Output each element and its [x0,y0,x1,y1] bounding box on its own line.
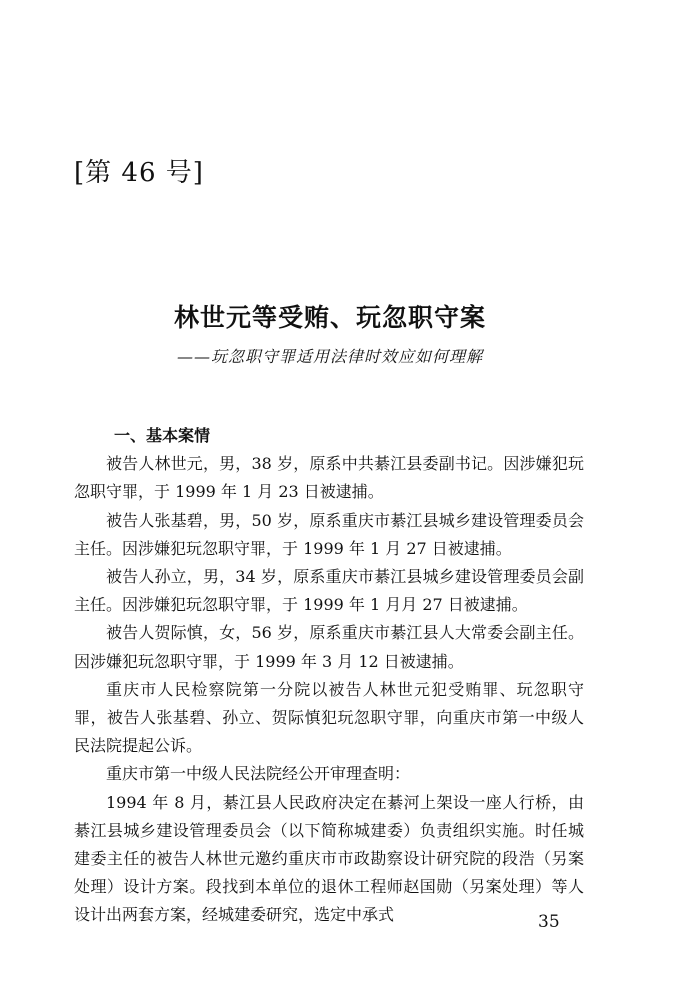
paragraph-defendant-lin: 被告人林世元，男，38 岁，原系中共綦江县委副书记。因涉嫌犯玩忽职守罪，于 1999 年 1 月 23 日被逮捕。 [74,454,584,502]
paragraph-prosecution: 重庆市人民检察院第一分院以被告人林世元犯受贿罪、玩忽职守罪，被告人张基碧、孙立、贺际慎犯玩忽职守罪，向重庆市第一中级人民法院提起公诉。 [74,679,584,756]
paragraph-court-findings: 重庆市第一中级人民法院经公开审理查明： [106,764,411,784]
paragraph-defendant-zhang: 被告人张基碧，男，50 岁，原系重庆市綦江县城乡建设管理委员会主任。因涉嫌犯玩忽职守罪，于 1999 年 1 月 27 日被逮捕。 [74,510,584,558]
page-number: 35 [538,912,560,932]
section-heading: 一、基本案情 [114,426,211,445]
paragraph-defendant-he: 被告人贺际慎，女，56 岁，原系重庆市綦江县人大常委会副主任。因涉嫌犯玩忽职守罪，于 1999 年 3 月 12 日被逮捕。 [74,623,584,671]
paragraph-bridge-background: 1994 年 8 月，綦江县人民政府决定在綦河上架设一座人行桥，由綦江县城乡建设管理委员会（以下简称城建委）负责组织实施。时任城建委主任的被告人林世元邀约重庆市市政勘察设计研究院的段浩（另案处理）设计方案。段找到本单位的退休工程师赵国勋（另案处理）等人设计出两套方案，经城建委研究，选定中承式 [74,792,584,925]
document-body [74,422,584,930]
case-title: 林世元等受贿、玩忽职守案 [173,303,486,332]
case-number: [第 46 号] [74,158,204,188]
paragraph-defendant-sun: 被告人孙立，男，34 岁，原系重庆市綦江县城乡建设管理委员会副主任。因涉嫌犯玩忽职守罪，于 1999 年 1 月月 27 日被逮捕。 [74,567,584,615]
case-subtitle: ——玩忽职守罪适用法律时效应如何理解 [176,347,483,366]
